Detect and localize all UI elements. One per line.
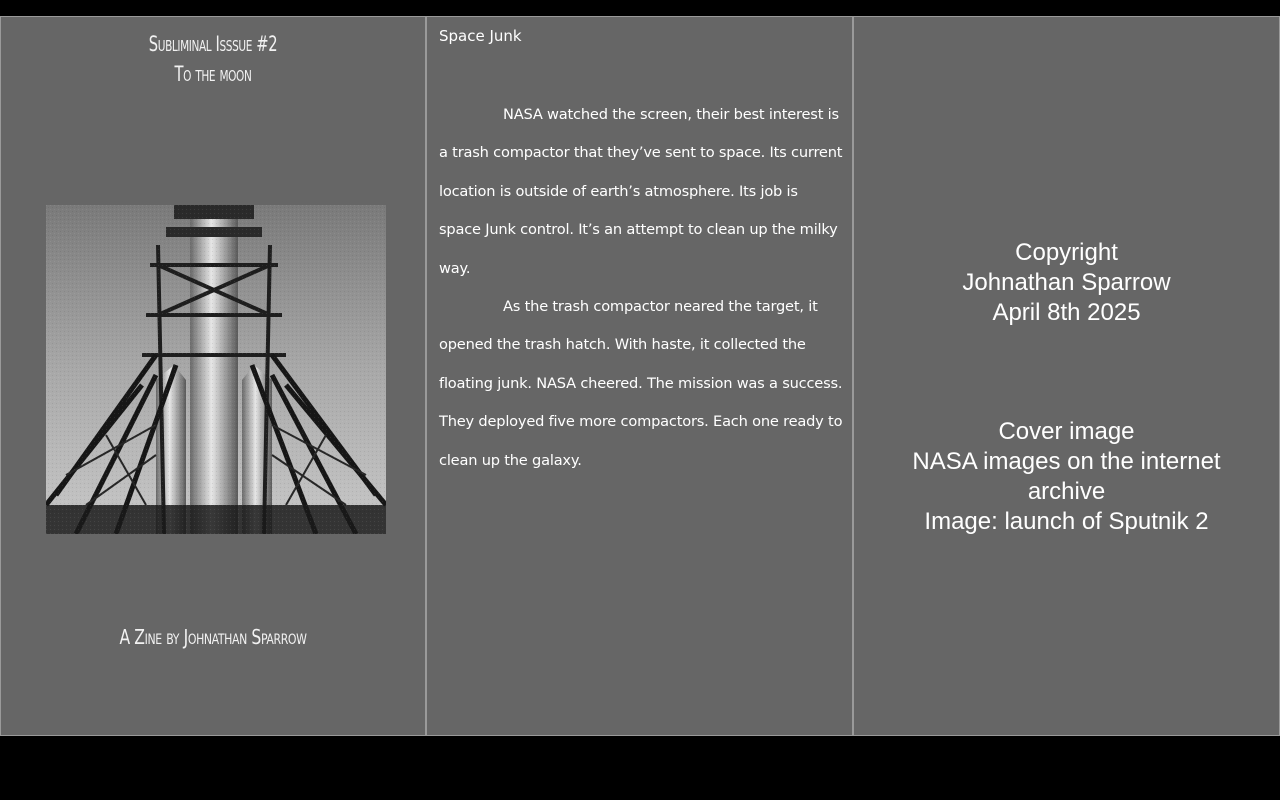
- copyright-line: Johnathan Sparrow: [962, 269, 1171, 296]
- cover-credit-line: Cover image: [998, 418, 1135, 445]
- bottom-letterbox: [0, 736, 1280, 800]
- cover-image-credit: [854, 417, 1279, 537]
- story-paragraph: As the trash compactor neared the target, it opened the trash hatch. With haste, it collected the floating junk. NASA cheered. The mission was a success. They deployed five more compactors. Each one ready to clean up the galaxy.: [439, 298, 843, 469]
- rocket-launch-illustration: [46, 205, 386, 534]
- cover-title-line1: Subliminal Isssue #2: [148, 32, 278, 56]
- cover-title: [48, 29, 379, 89]
- story-title: Space Junk: [439, 27, 522, 45]
- cover-title-line2: To the moon: [174, 62, 252, 86]
- cover-credit-line: Image: launch of Sputnik 2: [924, 508, 1209, 535]
- copyright-notice: [854, 238, 1279, 328]
- copyright-line: April 8th 2025: [992, 299, 1141, 326]
- story-paragraph: NASA watched the screen, their best interest is a trash compactor that they’ve sent to space. Its current location is outside of earth’s atmosphere. Its job is space Junk control. It’s an attempt to clean up the milky way.: [439, 106, 843, 277]
- cover-image: [46, 205, 386, 534]
- story-panel: [426, 16, 853, 736]
- cover-panel: [0, 16, 426, 736]
- credits-panel: [853, 16, 1280, 736]
- zine-spread: [0, 16, 1280, 736]
- copyright-line: Copyright: [1015, 239, 1118, 266]
- cover-credit-line: NASA images on the internet: [912, 448, 1221, 475]
- cover-credit-line: archive: [1027, 478, 1106, 505]
- cover-byline: A Zine by Johnathan Sparrow: [119, 625, 307, 649]
- story-body: [439, 96, 843, 480]
